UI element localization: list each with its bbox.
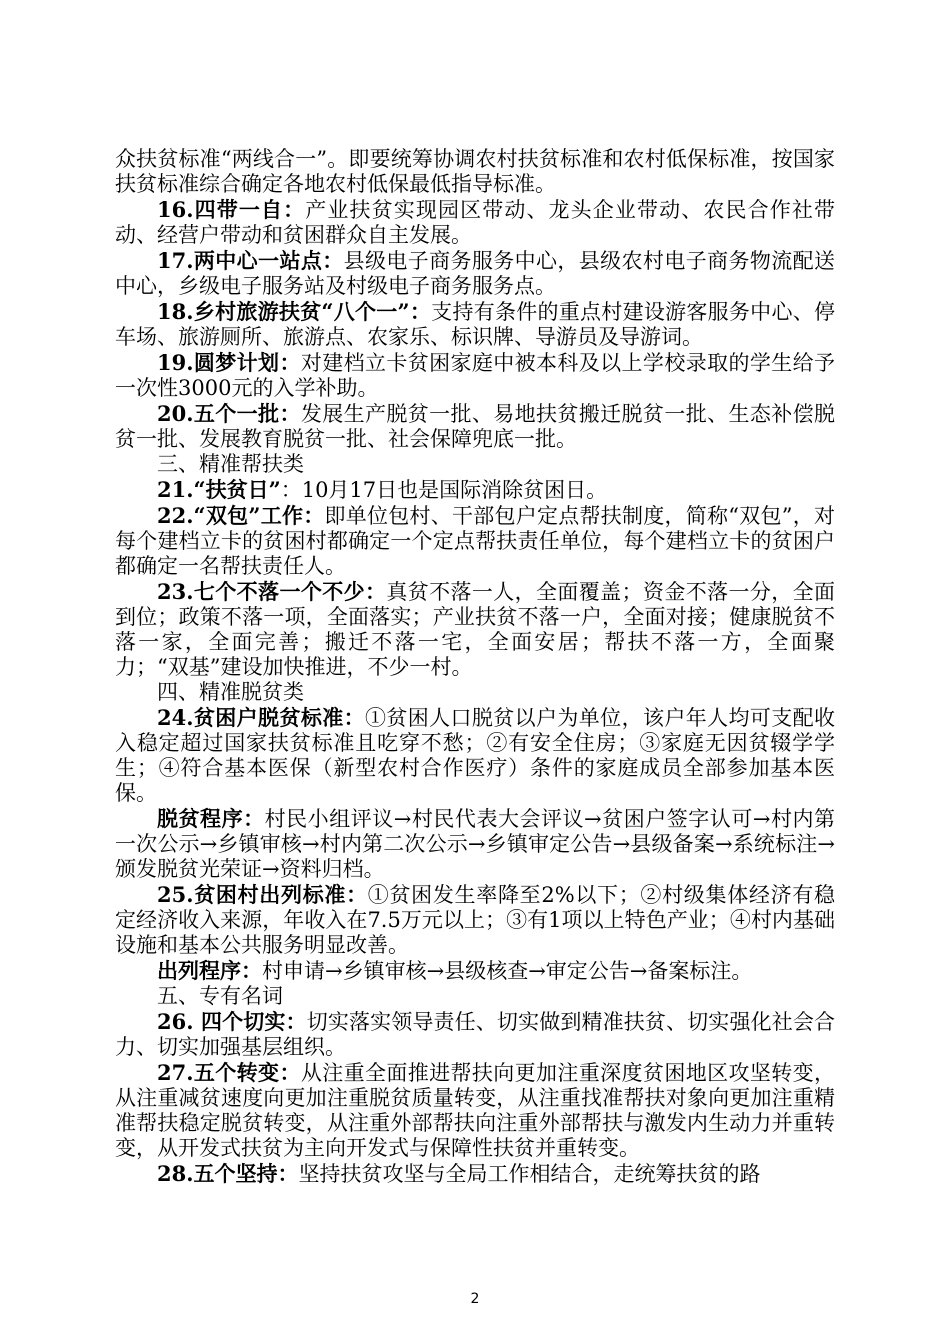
paragraph-item-22: [115, 503, 835, 579]
paragraph-text: 对建档立卡贫困家庭中被本科及以上学校录取的学生给予一次性3000元的入学补助。: [115, 351, 835, 400]
paragraph-item-27: [115, 1060, 835, 1161]
paragraph-text: 坚持扶贫攻坚与全局工作相结合，走统筹扶贫的路: [298, 1162, 761, 1186]
term-label: 26. 四个切实：: [157, 1009, 307, 1034]
term-label: 17.两中心一站点：: [157, 248, 344, 273]
term-label: 22.“双包”工作：: [157, 503, 325, 528]
paragraph-item-24-procedure: [115, 806, 835, 882]
paragraph-text: 真贫不落一人，全面覆盖；资金不落一分，全面到位；政策不落一项，全面落实；产业扶贫不落一户，全面对接；健康脱贫不落一家，全面完善；搬迁不落一宅，全面安居；帮扶不落一方，全面聚力；“双基”建设加快推进，不少一村。: [115, 580, 835, 679]
term-label: 24.贫困户脱贫标准：: [157, 705, 365, 730]
paragraph-text: 产业扶贫实现园区带动、龙头企业带动、农民合作社带动、经营户带动和贫困群众自主发展。: [115, 198, 835, 247]
paragraph-item-23: [115, 579, 835, 680]
paragraph-item-16: [115, 197, 835, 248]
section-heading-4: 四、精准脱贫类: [157, 680, 304, 704]
paragraph-text: 从注重全面推进帮扶向更加注重深度贫困地区攻坚转变，从注重减贫速度向更加注重脱贫质量转变，从注重找准帮扶对象向更加注重精准帮扶稳定脱贫转变，从注重外部帮扶向注重外部帮扶与激发内生动力并重转变，从开发式扶贫为主向开发式与保障性扶贫并重转变。: [115, 1061, 835, 1160]
paragraph-item-19: [115, 350, 835, 401]
paragraph-text: 村申请→乡镇审核→县级核查→审定公告→备案标注。: [262, 959, 753, 983]
paragraph-text: ①贫困人口脱贫以户为单位，该户年人均可支配收入稳定超过国家扶贫标准且吃穿不愁；②有安全住房；③家庭无因贫辍学学生；④符合基本医保（新型农村合作医疗）条件的家庭成员全部参加基本医保。: [115, 706, 835, 805]
paragraph-item-25-procedure: [115, 958, 835, 984]
term-label: 16.四带一自：: [157, 197, 306, 222]
paragraph-text: 支持有条件的重点村建设游客服务中心、停车场、旅游厕所、旅游点、农家乐、标识牌、导游员及导游词。: [115, 300, 835, 349]
term-label: 25.贫困村出列标准：: [157, 882, 368, 907]
paragraph-text: 众扶贫标准“两线合一”。即要统筹协调农村扶贫标准和农村低保标准，按国家扶贫标准综合确定各地农村低保最低指导标准。: [115, 147, 835, 196]
term-label: 出列程序：: [157, 958, 262, 983]
term-label: 21.“扶贫日”: [157, 477, 281, 502]
paragraph-text: 发展生产脱贫一批、易地扶贫搬迁脱贫一批、生态补偿脱贫一批、发展教育脱贫一批、社会保障兜底一批。: [115, 402, 835, 451]
document-body: [115, 147, 835, 1187]
paragraph-item-24: [115, 705, 835, 806]
paragraph-text: 村民小组评议→村民代表大会评议→贫困户签字认可→村内第一次公示→乡镇审核→村内第二次公示→乡镇审定公告→县级备案→系统标注→颁发脱贫光荣证→资料归档。: [115, 807, 835, 881]
term-label: 27.五个转变：: [157, 1060, 301, 1085]
paragraph-text: ①贫困发生率降至2%以下；②村级集体经济有稳定经济收入来源，年收入在7.5万元以上；③有1项以上特色产业；④村内基础设施和基本公共服务明显改善。: [115, 883, 835, 957]
paragraph-item-28: [115, 1161, 835, 1187]
paragraph-item-26: [115, 1009, 835, 1060]
term-label: 20.五个一批：: [157, 401, 301, 426]
paragraph-item-17: [115, 248, 835, 299]
paragraph-item-18: [115, 299, 835, 350]
term-label: 18.乡村旅游扶贫“八个一”：: [157, 299, 432, 324]
paragraph-text: 切实落实领导责任、切实做到精准扶贫、切实强化社会合力、切实加强基层组织。: [115, 1010, 835, 1059]
paragraph-item-25: [115, 882, 835, 958]
term-label: 19.圆梦计划：: [157, 350, 301, 375]
paragraph-text: ：10月17日也是国际消除贫困日。: [280, 478, 608, 502]
page-number: 2: [470, 1291, 480, 1307]
paragraph-item-20: [115, 401, 835, 452]
section-heading-5: 五、专有名词: [157, 984, 283, 1008]
paragraph-item-21: [115, 477, 835, 503]
term-label: 28.五个坚持：: [157, 1161, 299, 1186]
paragraph-continuation: [115, 147, 835, 197]
term-label: 脱贫程序：: [157, 806, 265, 831]
section-heading-3: 三、精准帮扶类: [157, 452, 304, 476]
paragraph-text: 县级电子商务服务中心，县级农村电子商务物流配送中心，乡级电子服务站及村级电子商务服务点。: [115, 249, 835, 298]
term-label: 23.七个不落一个不少：: [157, 579, 387, 604]
paragraph-text: 即单位包村、干部包户定点帮扶制度，简称“双包”，对每个建档立卡的贫困村都确定一个定点帮扶责任单位，每个建档立卡的贫困户都确定一名帮扶责任人。: [115, 504, 835, 578]
